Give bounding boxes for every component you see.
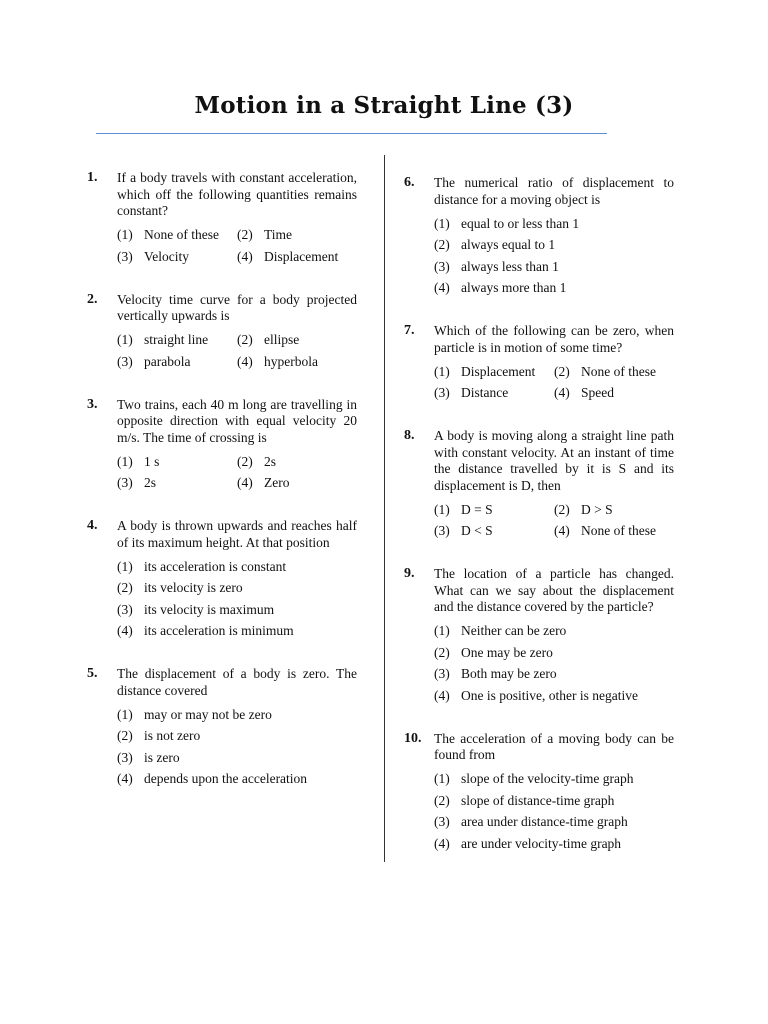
option-2[interactable]: (2) its velocity is zero <box>117 580 243 596</box>
question-2 <box>87 292 357 373</box>
question-text: Which of the following can be zero, when particle is in motion of some time? <box>434 323 674 355</box>
question-5 <box>87 666 357 790</box>
question-number: 1. <box>87 170 98 185</box>
question-text: A body is thrown upwards and reaches half of its maximum height. At that position <box>117 518 357 550</box>
left-column <box>87 170 357 814</box>
option-4[interactable]: (4) hyperbola <box>237 353 318 369</box>
option-3[interactable]: (3) Distance <box>434 385 509 401</box>
option-1[interactable]: (1) Neither can be zero <box>434 623 567 639</box>
option-4[interactable]: (4) One is positive, other is negative <box>434 687 638 703</box>
option-1[interactable]: (1) Displacement <box>434 363 536 379</box>
question-text: If a body travels with constant acceleration, which off the following quantities remains constant? <box>117 170 357 218</box>
question-number: 7. <box>404 323 415 338</box>
option-2[interactable]: (2) Time <box>237 227 293 243</box>
question-6 <box>404 175 674 299</box>
option-4[interactable]: (4) Speed <box>554 385 614 401</box>
option-3[interactable]: (3) always less than 1 <box>434 258 559 274</box>
option-3[interactable]: (3) Both may be zero <box>434 666 557 682</box>
option-2[interactable]: (2) ellipse <box>237 332 300 348</box>
option-2[interactable]: (2) D > S <box>554 501 613 517</box>
title-underline <box>96 133 607 134</box>
question-10 <box>404 731 674 855</box>
option-1[interactable]: (1) slope of the velocity-time graph <box>434 771 634 787</box>
option-1[interactable]: (1) equal to or less than 1 <box>434 215 580 231</box>
question-9 <box>404 566 674 707</box>
page-title: Motion in a Straight Line (3) <box>194 92 574 119</box>
option-3[interactable]: (3) Velocity <box>117 248 189 264</box>
question-number: 10. <box>404 730 422 746</box>
option-4[interactable]: (4) its acceleration is minimum <box>117 623 294 639</box>
option-2[interactable]: (2) 2s <box>237 453 277 469</box>
option-3[interactable]: (3) its velocity is maximum <box>117 601 275 617</box>
option-1[interactable]: (1) straight line <box>117 332 209 348</box>
option-1[interactable]: (1) 1 s <box>117 453 160 469</box>
option-2[interactable]: (2) One may be zero <box>434 644 553 660</box>
question-number: 9. <box>404 566 415 581</box>
question-text: Two trains, each 40 m long are travelling in opposite direction with equal velocity 20 m/s. The time of crossing is <box>117 396 357 445</box>
question-number: 3. <box>87 396 98 412</box>
option-3[interactable]: (3) is zero <box>117 749 180 765</box>
question-4 <box>87 518 357 642</box>
option-4[interactable]: (4) Zero <box>237 475 290 491</box>
option-3[interactable]: (3) parabola <box>117 353 191 369</box>
column-divider <box>384 155 385 862</box>
option-1[interactable]: (1) D = S <box>434 501 493 517</box>
question-7 <box>404 323 674 404</box>
question-text: The acceleration of a moving body can be found from <box>434 730 674 762</box>
option-1[interactable]: (1) may or may not be zero <box>117 706 272 722</box>
option-2[interactable]: (2) always equal to 1 <box>434 237 556 253</box>
option-4[interactable]: (4) depends upon the acceleration <box>117 771 308 787</box>
question-number: 6. <box>404 175 415 190</box>
question-1 <box>87 170 357 268</box>
option-3[interactable]: (3) 2s <box>117 475 157 491</box>
option-4[interactable]: (4) always more than 1 <box>434 280 567 296</box>
question-text: A body is moving along a straight line path with constant velocity. At an instant of time the distance travelled by it is S and its displacement is D, then <box>434 428 674 493</box>
option-1[interactable]: (1) its acceleration is constant <box>117 558 287 574</box>
question-8 <box>404 428 674 542</box>
question-number: 5. <box>87 666 98 681</box>
question-text: The numerical ratio of displacement to distance for a moving object is <box>434 175 674 207</box>
option-1[interactable]: (1) None of these <box>117 227 219 243</box>
question-text: The displacement of a body is zero. The distance covered <box>117 666 357 698</box>
question-number: 8. <box>404 428 415 443</box>
question-number: 4. <box>87 518 98 533</box>
option-4[interactable]: (4) None of these <box>554 523 656 539</box>
question-number: 2. <box>87 291 98 307</box>
right-column <box>404 175 674 879</box>
option-4[interactable]: (4) Displacement <box>237 248 339 264</box>
question-text: The location of a particle has changed. What can we say about the displacement and the distance covered by the particle? <box>434 566 674 614</box>
option-3[interactable]: (3) D < S <box>434 523 493 539</box>
question-3 <box>87 397 357 495</box>
option-3[interactable]: (3) area under distance-time graph <box>434 814 628 830</box>
option-2[interactable]: (2) None of these <box>554 363 656 379</box>
option-4[interactable]: (4) are under velocity-time graph <box>434 835 622 851</box>
option-2[interactable]: (2) is not zero <box>117 728 201 744</box>
question-text: Velocity time curve for a body projected vertically upwards is <box>117 291 357 323</box>
option-2[interactable]: (2) slope of distance-time graph <box>434 792 615 808</box>
